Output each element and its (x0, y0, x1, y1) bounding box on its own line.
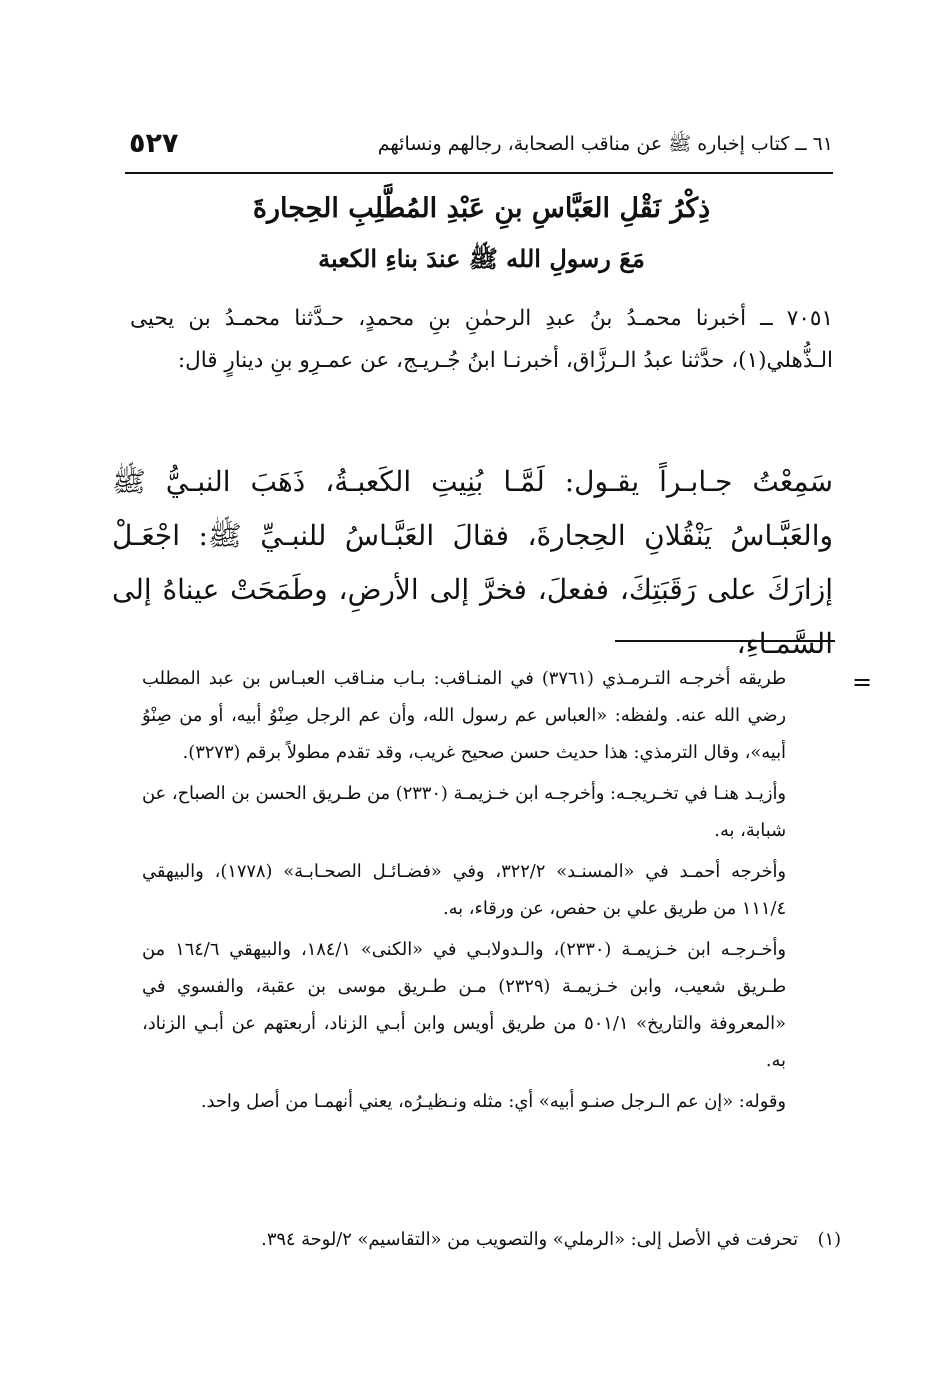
footnote-paragraph: وأخرجه أحمـد في «المسنـد» ٣٢٢/٢، وفي «فضـائـل الصحـابـة» (١٧٧٨)، والبيهقي ١١١/٤ من طريق علي بن حفص، عن ورقاء، به. (142, 861, 786, 919)
hadith-text: سَمِعْتُ جـابـراً يقـول: لَمَّـا بُنِيتِ الكَعبـةُ، ذَهَبَ النبـيُّ ﷺ والعَبَّـاسُ يَنْقُلانِ الحِجارةَ، فقالَ العَبَّـاسُ للنبـيِّ ﷺ: اجْعَـلْ إزارَكَ على رَقَبَتِكَ، ففعلَ، فخرَّ إلى الأرضِ، وطَمَحَتْ عيناهُ إلى السَّمـاءِ، (112, 465, 833, 660)
footnote-text: تحرفت في الأصل إلى: «الرملي» والتصويب من «التقاسيم» ٢/لوحة ٣٩٤. (261, 1229, 798, 1250)
footnote-paragraph: وأزيـد هنـا في تخـريجـه: وأخرجـه ابن خـزيمـة (٢٣٣٠) من طـريق الحسن بن الصباح، عن شبابة، به. (142, 783, 786, 841)
footnote-paragraph: وأخـرجـه ابن خـزيمـة (٢٣٣٠)، والـدولابـي في «الكنى» ١٨٤/١، والبيهقي ١٦٤/٦ من طـريق شعيب، وابن خـزيمـة (٢٣٢٩) مـن طـريق موسى بن عقبة، والفسوي في «المعروفة والتاريخ» ٥٠١/١ من طريق أويس وابن أبـي الزناد، أربعتهم عن أبـي الزناد، به. (142, 939, 786, 1071)
footnote-paragraph: وقوله: «إن عم الـرجل صنـو أبيه» أي: مثله ونـظيـرُه، يعني أنهمـا من أصل واحد. (200, 1091, 786, 1112)
running-header (125, 118, 833, 174)
hadith-isnad: ٧٠٥١ ــ أخبرنا محمـدُ بنُ عبدِ الرحمٰنِ بنِ محمدٍ، حـدَّثنا محمـدُ بن يحيى الـذُّهلي(١)، حدَّثنا عبدُ الـرزَّاق، أخبرنـا ابنُ جُـريـج، عن عمـرِو بنِ دينارٍ قال: (130, 306, 833, 373)
continuation-mark: = (852, 668, 873, 696)
footnote-number: (١) (817, 1229, 841, 1250)
running-title: ٦١ ــ كتاب إخباره ﷺ عن مناقب الصحابة، رجالهم ونسائهم (377, 133, 833, 155)
header-rule (125, 172, 833, 174)
chapter-title-line-2: مَعَ رسولِ الله ﷺ عندَ بناءِ الكعبة (318, 244, 645, 273)
footnote-paragraph: طريقه أخرجـه التـرمـذي (٣٧٦١) في المنـاقب: بـاب منـاقب العبـاس بن عبد المطلب رضي الله عنه. ولفظه: «العباس عم رسول الله، وأن عم الرجل صِنْوُ أبيه، أو من صِنْوُ أبيه»، وقال الترمذي: هذا حديث حسن صحيح غريب، وقد تقدم مطولاً برقم (٣٢٧٣). (142, 668, 786, 763)
footnote-1 (142, 1221, 841, 1258)
chapter-title-line-1: ذِكْرُ نَقْلِ العَبَّاسِ بنِ عَبْدِ المُطَّلِبِ الحِجارةَ (252, 193, 711, 224)
footnote-separator (615, 640, 835, 642)
page-number: ٥٢٧ (129, 128, 179, 159)
footnotes-block (142, 660, 786, 1124)
